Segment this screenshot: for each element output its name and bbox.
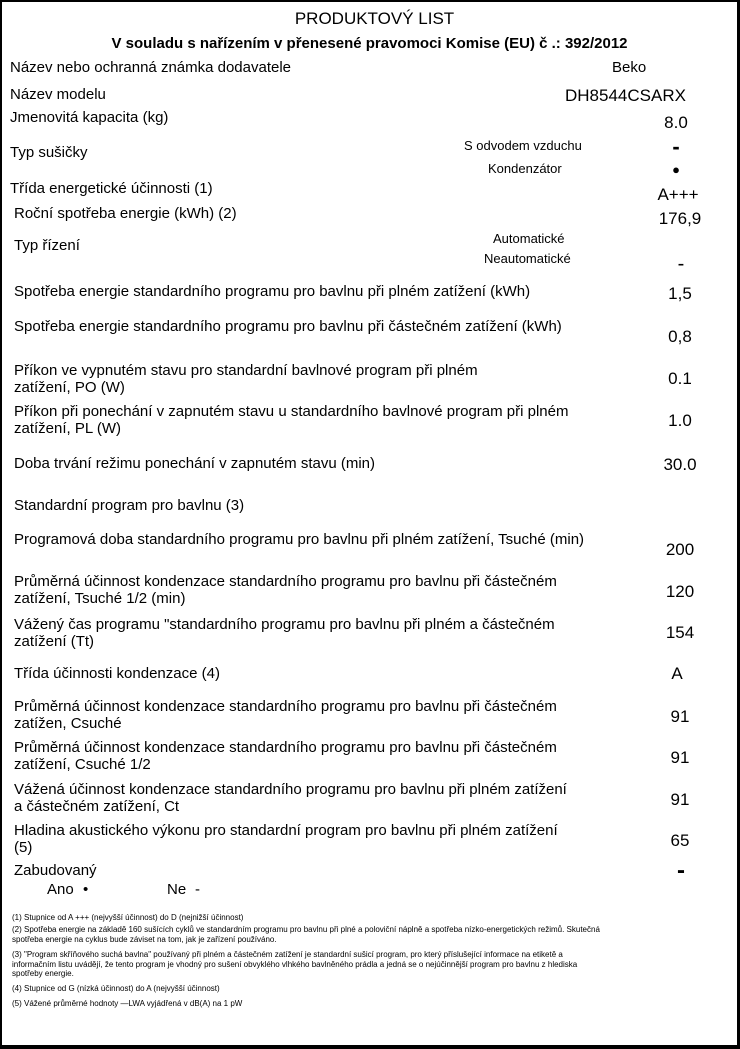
- row-4-label: Doba trvání režimu ponechání v zapnutém stavu (min): [14, 455, 376, 472]
- dryer-type-condenser: Kondenzátor: [488, 161, 562, 176]
- annual-energy-value: 176,9: [658, 209, 702, 228]
- row-7-value: 120: [665, 582, 695, 601]
- footnote-1: (1) Stupnice od A +++ (nejvyšší účinnost) do D (nejnižší účinnost): [12, 913, 244, 922]
- capacity-value: 8.0: [664, 113, 688, 132]
- model-value: DH8544CSARX: [565, 86, 686, 105]
- built-in-value: -: [677, 857, 685, 884]
- built-in-label: Zabudovaný: [14, 862, 97, 879]
- row-6-value: 200: [665, 540, 695, 559]
- row-10-label: Průměrná účinnost kondenzace standardního programu pro bavlnu při částečném zatížen, Csuché: [14, 698, 557, 732]
- row-4-value: 30.0: [663, 455, 697, 474]
- dryer-type-label: Typ sušičky: [10, 144, 88, 161]
- annual-energy-label: Roční spotřeba energie (kWh) (2): [14, 205, 237, 222]
- dryer-type-condenser-value: ●: [672, 162, 680, 177]
- energy-class-value: A+++: [657, 185, 699, 204]
- row-3-label: Příkon při ponechání v zapnutém stavu u standardního bavlnové program při plném zatížení, PL (W): [14, 403, 569, 437]
- control-type-automatic: Automatické: [493, 231, 565, 246]
- row-13-label: Hladina akustického výkonu pro standardní program pro bavlnu při plném zatížení (5): [14, 822, 558, 856]
- built-in-no-label: Ne: [167, 881, 187, 898]
- row-0-label: Spotřeba energie standardního programu pro bavlnu při plném zatížení (kWh): [14, 283, 531, 300]
- row-9-value: A: [671, 664, 683, 683]
- row-7-label: Průměrná účinnost kondenzace standardního programu pro bavlnu při částečném zatížení, Tsuché 1/2 (min): [14, 573, 557, 607]
- footnote-4: (4) Stupnice od G (nízká účinnost) do A (nejvyšší účinnost): [12, 984, 220, 993]
- row-11-value: 91: [670, 748, 690, 767]
- document-title: PRODUKTOVÝ LIST: [294, 9, 455, 28]
- row-5-label: Standardní program pro bavlnu (3): [14, 497, 245, 514]
- control-type-manual: Neautomatické: [484, 251, 571, 266]
- footnote-2: (2) Spotřeba energie na základě 160 sušících cyklů ve standardním programu pro bavlnu při plné a poloviční náplně a spotřeba nízko-energetických režimů. Skutečná spotřeba energie na cyklus bude záviset na tom, jak je zařízení používáno.: [12, 925, 600, 944]
- row-8-label: Vážený čas programu "standardního programu pro bavlnu při plném a částečném zatížení (Tt): [14, 616, 555, 650]
- row-12-value: 91: [670, 790, 690, 809]
- product-sheet: [2, 2, 737, 1045]
- dryer-type-vented-value: -: [672, 134, 680, 159]
- row-0-value: 1,5: [668, 284, 692, 303]
- row-10-value: 91: [670, 707, 690, 726]
- built-in-no-mark: -: [195, 881, 200, 898]
- row-8-value: 154: [665, 623, 695, 642]
- regulation-subtitle: V souladu s nařízením v přenesené pravomoci Komise (EU) č .: 392/2012: [111, 35, 628, 52]
- row-11-label: Průměrná účinnost kondenzace standardního programu pro bavlnu při částečném zatížení, Csuché 1/2: [14, 739, 557, 773]
- built-in-yes-mark: •: [83, 881, 89, 898]
- row-3-value: 1.0: [668, 411, 692, 430]
- row-1-label: Spotřeba energie standardního programu pro bavlnu při částečném zatížení (kWh): [14, 318, 562, 335]
- row-13-value: 65: [670, 831, 690, 850]
- dryer-type-vented: S odvodem vzduchu: [464, 138, 582, 153]
- model-label: Název modelu: [10, 86, 106, 103]
- row-12-label: Vážená účinnost kondenzace standardního programu pro bavlnu při plném zatížení a částečném zatížení, Ct: [14, 781, 567, 815]
- built-in-yes-label: Ano: [47, 881, 74, 898]
- capacity-label: Jmenovitá kapacita (kg): [10, 109, 169, 126]
- row-6-label: Programová doba standardního programu pro bavlnu při plném zatížení, Tsuché (min): [14, 531, 585, 548]
- footnote-3: (3) "Program skříňového suchá bavlna" používaný při plném a částečném zatížení je standardní sušicí program, pro který příslušející informace na etiketě a informačním listu uvádějí, že tento program je vhodný pro sušení obvyklého vlhkého bavlněného prádla a jedná se o nejúčinnější program pro bavlnu z hlediska spotřeby energie.: [12, 950, 578, 979]
- control-type-label: Typ řízení: [14, 237, 80, 254]
- supplier-label: Název nebo ochranná známka dodavatele: [10, 59, 292, 76]
- energy-class-label: Třída energetické účinnosti (1): [10, 180, 213, 197]
- footnote-5: (5) Vážené průměrné hodnoty —LWA vyjádřená v dB(A) na 1 pW: [12, 999, 243, 1008]
- row-2-label: Příkon ve vypnutém stavu pro standardní bavlnové program při plném zatížení, PO (W): [14, 362, 478, 396]
- control-type-manual-value: -: [677, 253, 685, 275]
- row-1-value: 0,8: [668, 327, 692, 346]
- row-2-value: 0.1: [668, 369, 692, 388]
- supplier-value: Beko: [612, 59, 647, 76]
- row-9-label: Třída účinnosti kondenzace (4): [14, 665, 220, 682]
